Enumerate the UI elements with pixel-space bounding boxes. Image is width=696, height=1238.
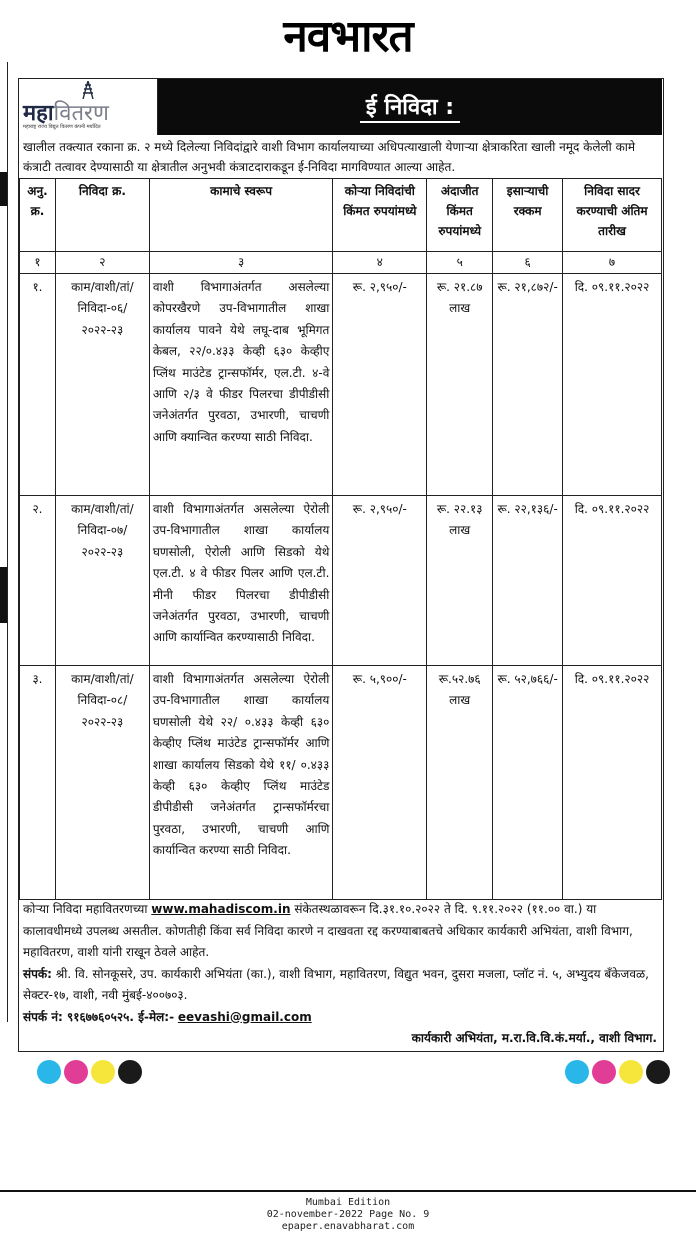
due-date-cell: दि. ०९.११.२०२२ [563, 496, 662, 666]
email-link[interactable]: eevashi@gmail.com [177, 1009, 312, 1024]
table-row [20, 274, 662, 496]
column-header: अनु. क्र. [20, 179, 56, 252]
signature-line: कार्यकारी अभियंता, म.रा.वि.वि.कं.मर्या., वाशी विभाग. [411, 1031, 657, 1045]
adjacent-black-block [0, 172, 7, 206]
magenta-dot [64, 1060, 88, 1084]
website-link[interactable]: www.mahadiscom.in [151, 902, 291, 916]
adjacent-column-fragment [0, 62, 8, 1022]
column-header: कोऱ्या निविदांची किंमत रुपयांमध्ये [333, 179, 427, 252]
column-index-row [20, 252, 662, 274]
tender-advertisement [18, 78, 664, 1052]
work-description-cell: वाशी विभागाअंतर्गत असलेल्या कोपरखैरणे उप-विभागातील शाखा कार्यालय पावने येथे लघू-दाब भूमिगत केबल, २२/०.४३३ केव्ही ६३० केव्हीए प्लिंथ माउंटेड ट्रान्सफॉर्मर, एल.टी. ४-वे आणि २/३ वे फीडर पिलरचा डीपीडीसी जनेअंतर्गत पुरवठा, उभारणी, चाचणी आणि क्यान्वित करण्या साठी निविदा. [149, 274, 333, 496]
estimated-cost-cell: रू. २२.१३ लाख [427, 496, 493, 666]
work-description-cell: वाशी विभागाअंतर्गत असलेल्या ऐरोली उप-विभागातील शाखा कार्यालय घणसोली, ऐरोली आणि सिडको येथे एल.टी. ४ वे फीडर पिलर आणि एल.टी. मीनी फीडर पिलरचा डीपीडीसी जनेअंतर्गत पुरवठा, उभारणी, चाचणी आणि कार्यान्वित करण्यासाठी निविदा. [149, 496, 333, 666]
edition-info [0, 1197, 696, 1233]
phone-label: संपर्क नं: ९१६७७६०५२५. ई-मेल:- [23, 1009, 175, 1024]
yellow-dot [619, 1060, 643, 1084]
edition-name: Mumbai Edition [305, 1197, 391, 1208]
tender-table [19, 178, 662, 900]
magenta-dot [592, 1060, 616, 1084]
intro-paragraph: खालील तक्त्यात रकाना क्र. २ मध्ये दिलेल्या निविदांद्वारे वाशी विभाग कार्यालयाच्या अधिपत्याखाली येणाऱ्या क्षेत्राकरिता खाली नमूद केलेली कामे कंत्राटी तत्वावर देण्यासाठी या क्षेत्रातील अनुभवी कंत्राटदाराकडून ई-निविदा मागविण्यात आल्या आहेत. [23, 140, 636, 174]
logo-prefix: महा [23, 101, 54, 126]
ad-footer [23, 899, 659, 1028]
estimated-cost-cell: रू.५२.७६ लाख [427, 666, 493, 900]
column-index: ५ [427, 252, 493, 274]
column-index: ३ [149, 252, 333, 274]
tender-number-cell: काम/वाशी/तां/निविदा-०८/ २०२२-२३ [55, 666, 149, 900]
black-dot [118, 1060, 142, 1084]
logo-tagline: महाराष्ट्र राज्य विद्युत वितरण कंपनी मर्यादित [23, 124, 101, 130]
column-index: २ [55, 252, 149, 274]
due-date-cell: दि. ०९.११.२०२२ [563, 274, 662, 496]
work-description-cell: वाशी विभागाअंतर्गत असलेल्या ऐरोली उप-विभागातील शाखा कार्यालय घणसोली येथे २२/ ०.४३३ केव्ही ६३० केव्हीए प्लिंथ माउंटेड ट्रान्सफॉर्मर आणि शाखा कार्यालय सिडको येथे ११/ ०.४३३ केव्ही ६३० केव्हीए प्लिंथ माउंटेड डीपीडीसी जनेअंतर्गत ट्रान्सफॉर्मरचा पुरवठा, उभारणी, चाचणी आणि कार्यान्वित करण्या साठी निविदा. [149, 666, 333, 900]
newspaper-masthead: नवभारत [283, 11, 413, 62]
table-header-row [20, 179, 662, 252]
table-row [20, 496, 662, 666]
edition-website: epaper.enavabharat.com [281, 1221, 415, 1232]
contact-phone-email [23, 1007, 659, 1029]
ad-title: ई निविदा : [360, 95, 460, 123]
column-index: ४ [333, 252, 427, 274]
column-header: अंदाजीत किंमत रुपयांमध्ये [427, 179, 493, 252]
tender-number-cell: काम/वाशी/तां/निविदा-०७/ २०२२-२३ [55, 496, 149, 666]
cyan-dot [565, 1060, 589, 1084]
availability-note: कोऱ्या निविदा महावितरणच्या www.mahadiscom.in संकेतस्थळावरून दि.३१.१०.२०२२ ते दि. ९.११.२०२२ (११.०० वा.) या कालावधीमध्ये उपलब्ध असतील. कोणतीही किंवा सर्व निविदा कारणे न दाखवता रद्द करण्याबाबतचे अधिकार कार्यकारी अभियंता, वाशी विभाग, महावितरण, वाशी यांनी राखून ठेवले आहेत. [23, 902, 633, 959]
blank-form-cost-cell: रू. २,९५०/- [333, 274, 427, 496]
tender-number-cell: काम/वाशी/तां/निविदा-०६/ २०२२-२३ [55, 274, 149, 496]
due-date-cell: दि. ०९.११.२०२२ [563, 666, 662, 900]
emd-cell: रू. २१,८७२/- [493, 274, 563, 496]
column-header: निविदा क्र. [55, 179, 149, 252]
serial-cell: ३. [20, 666, 56, 900]
bottom-rule [0, 1190, 696, 1192]
emd-cell: रू. २२,१३६/- [493, 496, 563, 666]
column-index: १ [20, 252, 56, 274]
edition-date-page: 02-november-2022 Page No. 9 [266, 1209, 430, 1220]
serial-cell: १. [20, 274, 56, 496]
emd-cell: रू. ५२,७६६/- [493, 666, 563, 900]
column-header: निविदा सादर करण्याची अंतिम तारीख [563, 179, 662, 252]
registration-dots-left [37, 1060, 142, 1084]
ad-header [19, 79, 662, 135]
column-index: ७ [563, 252, 662, 274]
registration-dots-right [565, 1060, 670, 1084]
adjacent-black-block [0, 567, 7, 623]
blank-form-cost-cell: रू. २,९५०/- [333, 496, 427, 666]
column-header: कामाचे स्वरूप [149, 179, 333, 252]
logo-suffix: वितरण [53, 101, 109, 126]
cyan-dot [37, 1060, 61, 1084]
serial-cell: २. [20, 496, 56, 666]
blank-form-cost-cell: रू. ५,९००/- [333, 666, 427, 900]
estimated-cost-cell: रू. २१.८७ लाख [427, 274, 493, 496]
title-bar [158, 79, 662, 135]
table-row [20, 666, 662, 900]
contact-label: संपर्क: [23, 966, 52, 981]
column-index: ६ [493, 252, 563, 274]
column-header: इसाऱ्याची रक्कम [493, 179, 563, 252]
mahavitaran-logo [19, 79, 158, 135]
black-dot [646, 1060, 670, 1084]
contact-address: संपर्क: श्री. वि. सोनकूसरे, उप. कार्यकारी अभियंता (का.), वाशी विभाग, महावितरण, विद्युत भवन, दुसरा मजला, प्लॉट नं. ५, अभ्युदय बँकेजवळ, सेक्टर-१७, वाशी, नवी मुंबई-४००७०३. [23, 966, 649, 1002]
yellow-dot [91, 1060, 115, 1084]
